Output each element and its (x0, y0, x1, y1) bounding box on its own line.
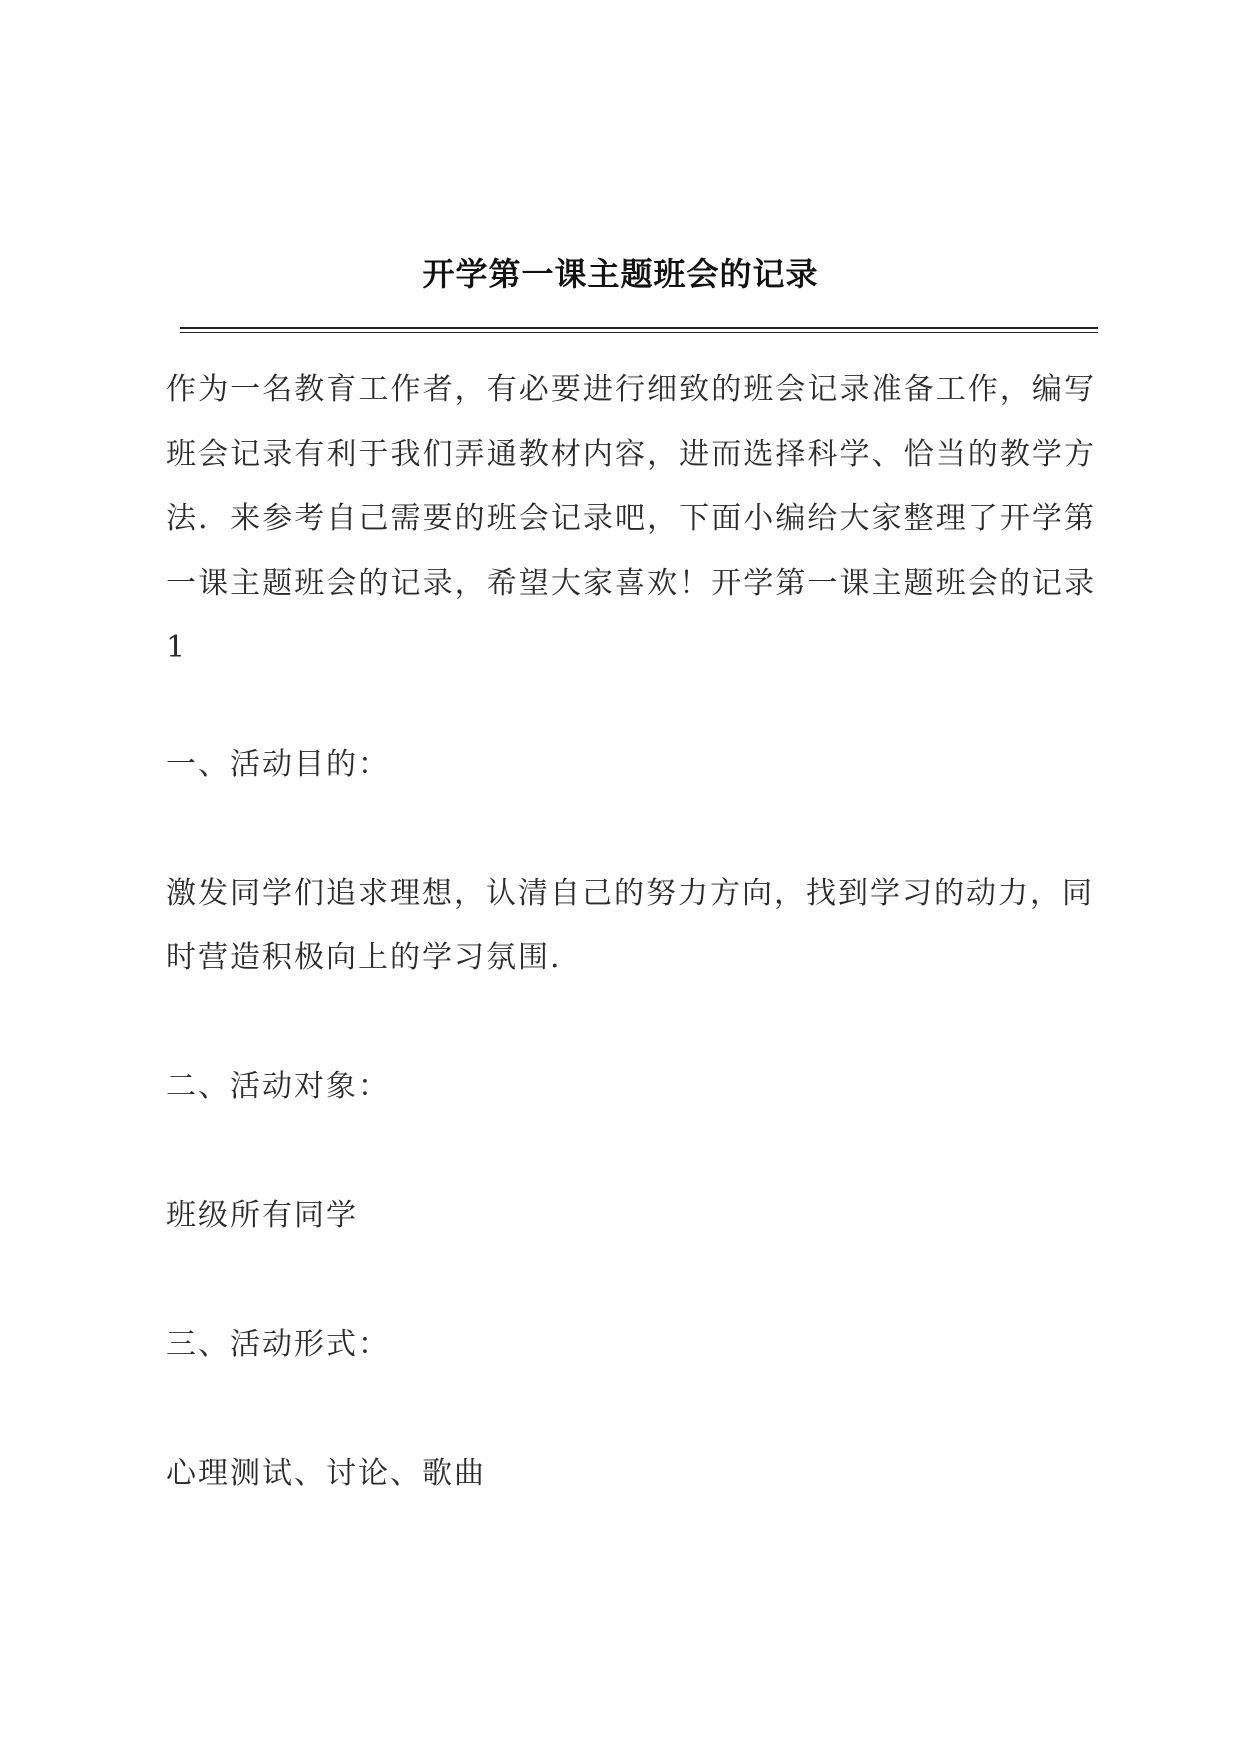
document-title: 开学第一课主题班会的记录 (422, 255, 819, 293)
section-heading-format: 三、活动形式： (166, 1327, 390, 1362)
section-heading-purpose: 一、活动目的： (166, 747, 390, 782)
section-heading-target: 二、活动对象： (166, 1069, 390, 1104)
title-double-rule (180, 327, 1098, 333)
intro-paragraph: 作为一名教育工作者，有必要进行细致的班会记录准备工作，编写班会记录有利于我们弄通教材内容，进而选择科学、恰当的教学方法．来参考自己需要的班会记录吧，下面小编给大家整理了开学第一课主题班会的记录，希望大家喜欢！开学第一课主题班会的记录 1 (166, 372, 1096, 665)
section-body-target: 班级所有同学 (166, 1198, 358, 1233)
section-body-format: 心理测试、讨论、歌曲 (166, 1456, 486, 1491)
section-body-purpose: 激发同学们追求理想，认清自己的努力方向，找到学习的动力，同时营造积极向上的学习氛围. (166, 876, 1094, 975)
